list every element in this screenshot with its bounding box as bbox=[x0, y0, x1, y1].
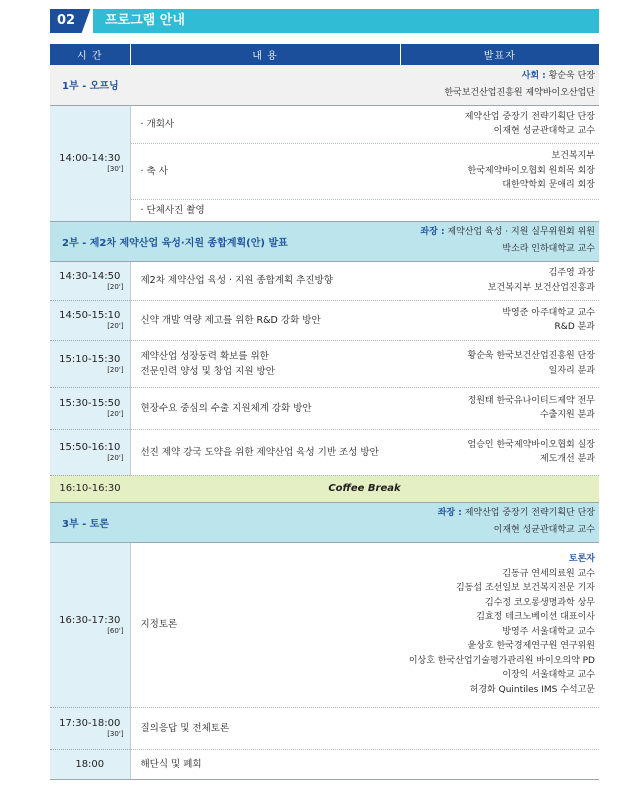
table-row bbox=[50, 429, 599, 475]
row-minutes: [60'] bbox=[107, 626, 124, 635]
row-title: 현장수요 중심의 수출 지원체계 강화 방안 bbox=[130, 387, 400, 429]
header-time: 시 간 bbox=[50, 44, 130, 65]
speaker-line: 수출지원 분과 bbox=[539, 410, 595, 420]
row-title-line2: 전문인력 양성 및 창업 지원 방안 bbox=[140, 365, 275, 377]
row-time: 17:30-18:00 bbox=[59, 718, 121, 729]
table-row bbox=[50, 300, 599, 340]
row-time: 14:50-15:10 bbox=[59, 310, 121, 321]
speaker-line: 한국제약바이오협회 원희목 회장 bbox=[467, 165, 595, 176]
part1-host-line1: 황순욱 단장 bbox=[548, 70, 595, 81]
section-header bbox=[50, 9, 599, 33]
speaker-line: 이상호 한국산업기술평가관리원 바이오의약 PD bbox=[408, 655, 595, 666]
row-minutes: [20'] bbox=[107, 454, 124, 462]
speaker-line: 보건복지부 보건산업진흥과 bbox=[487, 282, 595, 293]
table-row bbox=[50, 261, 599, 300]
table-row bbox=[50, 199, 599, 221]
opening-item: · 개회사 bbox=[130, 105, 400, 143]
row-title: 제2차 제약산업 육성 · 지원 종합계획 추진방향 bbox=[130, 261, 400, 300]
part3-label: 3부 - 토론 bbox=[62, 518, 110, 530]
row-time: 15:50-16:10 bbox=[59, 442, 121, 453]
row-time: 15:10-15:30 bbox=[59, 353, 121, 365]
speaker-line: 이장익 서울대학교 교수 bbox=[502, 670, 595, 680]
program-table bbox=[50, 44, 599, 780]
row-time: 16:30-17:30 bbox=[59, 614, 121, 626]
coffee-label: Coffee Break bbox=[130, 475, 599, 502]
speaker-line: 제약산업 중장기 전략기획단 단장 bbox=[464, 111, 595, 122]
section-number: 02 bbox=[50, 9, 92, 33]
part2-chair-label: 좌장 : bbox=[420, 227, 445, 237]
section-title: 프로그램 안내 bbox=[93, 9, 599, 33]
table-row bbox=[50, 340, 599, 387]
greeting-item: · 축 사 bbox=[130, 143, 400, 199]
table-row bbox=[50, 105, 599, 143]
panel-label: 토론자 bbox=[568, 554, 595, 564]
row-title: 지정토론 bbox=[130, 542, 400, 707]
header-speaker: 발표자 bbox=[400, 44, 599, 65]
coffee-row bbox=[50, 475, 599, 502]
row-title: 해단식 및 폐회 bbox=[130, 749, 400, 779]
part1-label: 1부 - 오프닝 bbox=[62, 81, 119, 93]
speaker-line: 윤상호 한국경제연구원 연구위원 bbox=[467, 641, 595, 651]
part3-chair-label: 좌장 : bbox=[437, 508, 462, 518]
speaker-line: 김수정 코오롱생명과학 상무 bbox=[484, 597, 595, 608]
row-minutes: [20'] bbox=[107, 282, 124, 291]
table-row bbox=[50, 387, 599, 429]
row-title: 제약산업 성장동력 확보를 위한 bbox=[140, 350, 269, 362]
speaker-line: 김주영 과장 bbox=[548, 268, 595, 278]
coffee-time: 16:10-16:30 bbox=[50, 475, 130, 502]
speaker-line: 보건복지부 bbox=[551, 151, 595, 162]
part3-row bbox=[50, 502, 599, 542]
speaker-line: 제도개선 분과 bbox=[539, 454, 595, 464]
photo-item: · 단체사진 촬영 bbox=[130, 199, 400, 221]
speaker-line: 김동섭 조선일보 보건복지전문 기자 bbox=[456, 583, 595, 593]
row-time: 18:00 bbox=[75, 758, 105, 770]
table-row bbox=[50, 707, 599, 749]
part1-row bbox=[50, 65, 599, 105]
table-row bbox=[50, 143, 599, 199]
row-minutes: [30'] bbox=[107, 730, 124, 738]
part3-chair-line2: 이재현 성균관대학교 교수 bbox=[493, 525, 595, 535]
speaker-line: 허경화 Quintiles IMS 수석고문 bbox=[469, 684, 595, 695]
speaker-line: 엄승인 한국제약바이오협회 실장 bbox=[467, 439, 595, 450]
row-minutes: [20'] bbox=[107, 365, 124, 374]
part3-chair-line1: 제약산업 중장기 전략기획단 단장 bbox=[464, 508, 595, 518]
header-content: 내 용 bbox=[130, 44, 400, 65]
part1-host-line2: 한국보건산업진흥원 제약바이오산업단 bbox=[444, 87, 595, 98]
row-title: 신약 개발 역량 제고를 위한 R&D 강화 방안 bbox=[130, 300, 400, 340]
speaker-line: R&D 분과 bbox=[554, 322, 595, 332]
speaker-line: 김효정 테크노베이션 대표이사 bbox=[476, 612, 595, 622]
table-row bbox=[50, 542, 599, 707]
speaker-line: 방영주 서울대학교 교수 bbox=[502, 626, 595, 637]
part1-host-label: 사회 : bbox=[521, 70, 546, 81]
speaker-line: 이재현 성균관대학교 교수 bbox=[493, 126, 595, 136]
speaker-line: 황순욱 한국보건산업진흥원 단장 bbox=[467, 351, 595, 361]
speaker-line: 일자리 분과 bbox=[548, 365, 595, 376]
speaker-line: 김동규 연세의료원 교수 bbox=[502, 568, 595, 579]
table-header-row bbox=[50, 44, 599, 65]
part2-row bbox=[50, 221, 599, 261]
row-time: 14:30-14:50 bbox=[59, 270, 121, 282]
part1-time: 14:00-14:30 bbox=[59, 153, 121, 164]
row-time: 15:30-15:50 bbox=[59, 398, 121, 409]
row-title: 질의응답 및 전체토론 bbox=[130, 707, 400, 749]
speaker-line: 대한약학회 문애리 회장 bbox=[502, 180, 595, 191]
part1-minutes: [30'] bbox=[107, 165, 124, 173]
row-minutes: [20'] bbox=[107, 410, 124, 418]
speaker-line: 정원태 한국유나이티드제약 전무 bbox=[467, 395, 595, 406]
part2-label: 2부 - 제2차 제약산업 육성·지원 종합계획(안) 발표 bbox=[62, 237, 288, 249]
row-title: 선진 제약 강국 도약을 위한 제약산업 육성 기반 조성 방안 bbox=[130, 429, 400, 475]
part2-chair-line2: 박소라 인하대학교 교수 bbox=[502, 244, 595, 254]
row-minutes: [20'] bbox=[107, 322, 124, 330]
part2-chair-line1: 제약산업 육성 · 지원 실무위원회 위원 bbox=[447, 227, 595, 237]
speaker-line: 박영준 아주대학교 교수 bbox=[502, 307, 595, 318]
table-row bbox=[50, 749, 599, 779]
